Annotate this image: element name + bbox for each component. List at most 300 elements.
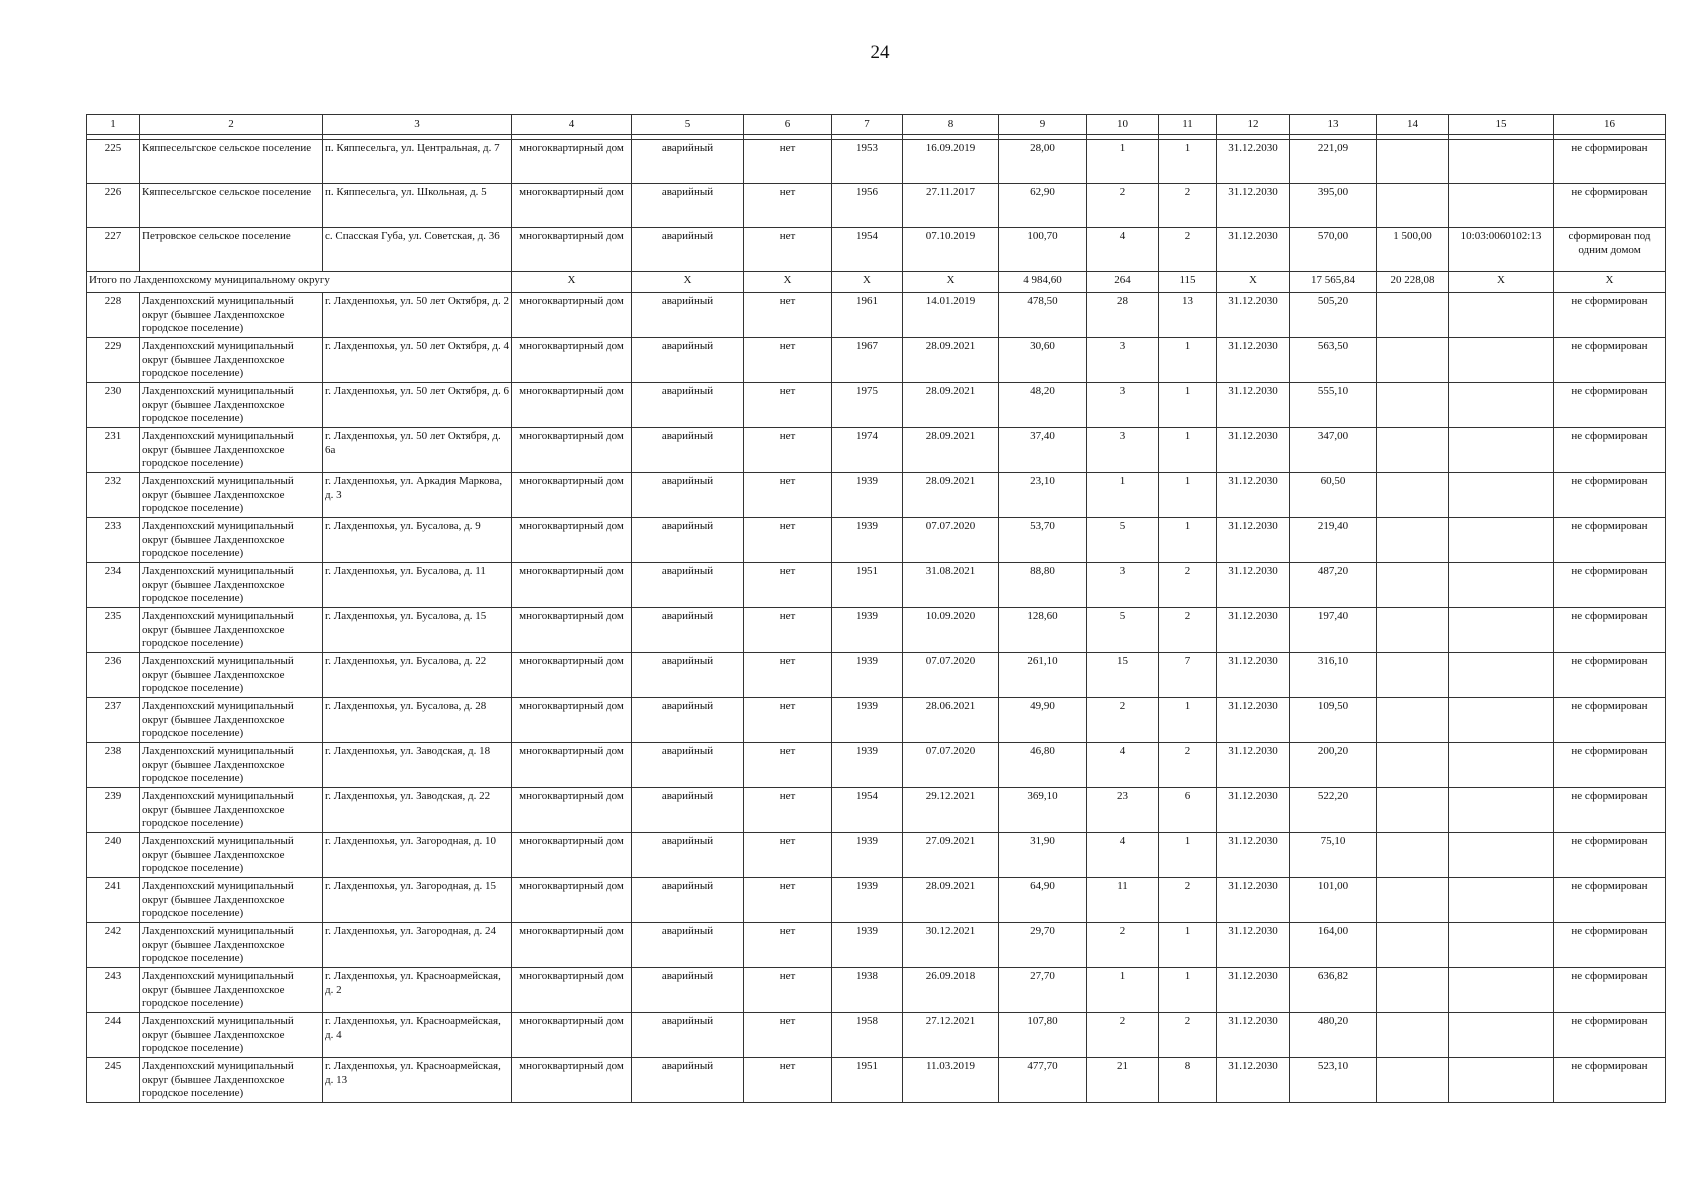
table-cell: многоквартирный дом — [512, 833, 632, 878]
column-number: 10 — [1087, 115, 1159, 135]
table-cell — [1449, 428, 1554, 473]
table-cell: аварийный — [632, 140, 744, 184]
table-cell: г. Лахденпохья, ул. Красноармейская, д. 4 — [323, 1013, 512, 1058]
table-cell: 31.12.2030 — [1217, 1013, 1290, 1058]
table-cell: аварийный — [632, 968, 744, 1013]
table-cell — [1377, 1058, 1449, 1103]
table-cell: аварийный — [632, 338, 744, 383]
table-cell: Лахденпохский муниципальный округ (бывшее Лахденпохское городское поселение) — [140, 1013, 323, 1058]
table-cell: 2 — [1159, 608, 1217, 653]
table-cell: многоквартирный дом — [512, 140, 632, 184]
total-cell: X — [512, 272, 632, 293]
table-cell: г. Лахденпохья, ул. Аркадия Маркова, д. 3 — [323, 473, 512, 518]
table-cell — [1449, 293, 1554, 338]
table-cell: Лахденпохский муниципальный округ (бывшее Лахденпохское городское поселение) — [140, 563, 323, 608]
table-cell: 100,70 — [999, 228, 1087, 272]
table-row — [87, 1013, 1666, 1058]
table-cell: аварийный — [632, 788, 744, 833]
table-row — [87, 608, 1666, 653]
table-row — [87, 788, 1666, 833]
table-cell: 3 — [1087, 428, 1159, 473]
table-cell: 28.09.2021 — [903, 878, 999, 923]
table-cell: аварийный — [632, 698, 744, 743]
table-cell: 487,20 — [1290, 563, 1377, 608]
table-cell: не сформирован — [1554, 293, 1666, 338]
table-row — [87, 140, 1666, 184]
table-cell — [1377, 923, 1449, 968]
table-cell: г. Лахденпохья, ул. 50 лет Октября, д. 6а — [323, 428, 512, 473]
table-cell: 5 — [1087, 518, 1159, 563]
table-cell: 28.09.2021 — [903, 473, 999, 518]
table-cell: 1975 — [832, 383, 903, 428]
table-cell — [1377, 698, 1449, 743]
table-cell: 4 — [1087, 743, 1159, 788]
table-cell: 31.12.2030 — [1217, 923, 1290, 968]
table-cell: сформирован под одним домом — [1554, 228, 1666, 272]
total-cell: 115 — [1159, 272, 1217, 293]
table-cell: 197,40 — [1290, 608, 1377, 653]
column-number: 6 — [744, 115, 832, 135]
table-cell: 480,20 — [1290, 1013, 1377, 1058]
table-cell: 4 — [1087, 228, 1159, 272]
table-row — [87, 743, 1666, 788]
table-cell: 27.11.2017 — [903, 184, 999, 228]
table-cell: 7 — [1159, 653, 1217, 698]
table-cell: 239 — [87, 788, 140, 833]
table-cell: Лахденпохский муниципальный округ (бывшее Лахденпохское городское поселение) — [140, 788, 323, 833]
table-cell: нет — [744, 743, 832, 788]
table-cell: 1 — [1159, 968, 1217, 1013]
table-row — [87, 518, 1666, 563]
table-cell: не сформирован — [1554, 923, 1666, 968]
table-cell — [1377, 878, 1449, 923]
table-cell: 1954 — [832, 228, 903, 272]
table-cell: 28.09.2021 — [903, 428, 999, 473]
table-cell: 1 — [1159, 338, 1217, 383]
table-cell: 11 — [1087, 878, 1159, 923]
table-cell: 29,70 — [999, 923, 1087, 968]
table-cell — [1449, 1058, 1554, 1103]
table-cell: многоквартирный дом — [512, 1013, 632, 1058]
column-number: 14 — [1377, 115, 1449, 135]
table-cell: аварийный — [632, 383, 744, 428]
table-cell: п. Кяппесельга, ул. Центральная, д. 7 — [323, 140, 512, 184]
table-cell: аварийный — [632, 1013, 744, 1058]
table-cell: многоквартирный дом — [512, 473, 632, 518]
table-cell: 1958 — [832, 1013, 903, 1058]
table-cell: нет — [744, 608, 832, 653]
table-cell: 2 — [1087, 698, 1159, 743]
table-cell: Лахденпохский муниципальный округ (бывшее Лахденпохское городское поселение) — [140, 473, 323, 518]
table-cell — [1377, 833, 1449, 878]
column-number: 13 — [1290, 115, 1377, 135]
table-cell: 236 — [87, 653, 140, 698]
column-number: 12 — [1217, 115, 1290, 135]
column-number: 2 — [140, 115, 323, 135]
table-cell: 6 — [1159, 788, 1217, 833]
table-cell — [1377, 788, 1449, 833]
table-cell: 11.03.2019 — [903, 1058, 999, 1103]
table-cell: 238 — [87, 743, 140, 788]
table-cell: 229 — [87, 338, 140, 383]
table-cell: многоквартирный дом — [512, 518, 632, 563]
total-cell: X — [1554, 272, 1666, 293]
table-cell: многоквартирный дом — [512, 293, 632, 338]
total-label: Итого по Лахденпохскому муниципальному округу — [87, 272, 512, 293]
table-row — [87, 698, 1666, 743]
table-cell: 1 — [1087, 473, 1159, 518]
table-cell: 31.12.2030 — [1217, 383, 1290, 428]
table-cell — [1449, 653, 1554, 698]
table-cell: нет — [744, 338, 832, 383]
table-cell: многоквартирный дом — [512, 743, 632, 788]
table-cell: п. Кяппесельга, ул. Школьная, д. 5 — [323, 184, 512, 228]
table-cell: аварийный — [632, 228, 744, 272]
table-cell: 64,90 — [999, 878, 1087, 923]
table-cell: 636,82 — [1290, 968, 1377, 1013]
table-cell: 244 — [87, 1013, 140, 1058]
table-cell: 245 — [87, 1058, 140, 1103]
table-cell: не сформирован — [1554, 140, 1666, 184]
table-cell: Лахденпохский муниципальный округ (бывшее Лахденпохское городское поселение) — [140, 653, 323, 698]
table-cell: аварийный — [632, 878, 744, 923]
table-cell: 23 — [1087, 788, 1159, 833]
column-number-row — [87, 115, 1666, 135]
total-cell: 17 565,84 — [1290, 272, 1377, 293]
table-row — [87, 293, 1666, 338]
column-number: 5 — [632, 115, 744, 135]
table-cell: 31.12.2030 — [1217, 743, 1290, 788]
table-cell: 16.09.2019 — [903, 140, 999, 184]
table-cell: 522,20 — [1290, 788, 1377, 833]
table-cell: 227 — [87, 228, 140, 272]
table-cell: 232 — [87, 473, 140, 518]
table-cell — [1449, 788, 1554, 833]
table-cell: не сформирован — [1554, 518, 1666, 563]
table-cell: 505,20 — [1290, 293, 1377, 338]
table-row — [87, 833, 1666, 878]
table-cell — [1449, 473, 1554, 518]
table-cell: Лахденпохский муниципальный округ (бывшее Лахденпохское городское поселение) — [140, 293, 323, 338]
table-cell: не сформирован — [1554, 788, 1666, 833]
table-cell: аварийный — [632, 293, 744, 338]
table-cell: Лахденпохский муниципальный округ (бывшее Лахденпохское городское поселение) — [140, 1058, 323, 1103]
table-cell — [1377, 518, 1449, 563]
table-cell: нет — [744, 878, 832, 923]
total-cell: X — [1217, 272, 1290, 293]
table-cell: 31.12.2030 — [1217, 473, 1290, 518]
table-cell: нет — [744, 140, 832, 184]
column-number: 11 — [1159, 115, 1217, 135]
table-cell: аварийный — [632, 608, 744, 653]
total-cell: X — [744, 272, 832, 293]
table-cell: 07.07.2020 — [903, 653, 999, 698]
table-cell: не сформирован — [1554, 383, 1666, 428]
table-cell: 31.12.2030 — [1217, 428, 1290, 473]
table-cell: 225 — [87, 140, 140, 184]
table-cell: 1 — [1087, 968, 1159, 1013]
table-cell — [1449, 518, 1554, 563]
table-cell: 31.08.2021 — [903, 563, 999, 608]
table-cell: 200,20 — [1290, 743, 1377, 788]
table-cell: г. Лахденпохья, ул. Красноармейская, д. 2 — [323, 968, 512, 1013]
table-cell: Кяппесельгское сельское поселение — [140, 184, 323, 228]
table-cell: аварийный — [632, 184, 744, 228]
table-cell: нет — [744, 788, 832, 833]
table-cell: 231 — [87, 428, 140, 473]
table-cell: нет — [744, 383, 832, 428]
table-cell — [1449, 140, 1554, 184]
table-cell: не сформирован — [1554, 563, 1666, 608]
table-cell: г. Лахденпохья, ул. Бусалова, д. 11 — [323, 563, 512, 608]
table-body — [87, 115, 1666, 1103]
table-cell: многоквартирный дом — [512, 923, 632, 968]
table-cell: 31.12.2030 — [1217, 608, 1290, 653]
table-cell: г. Лахденпохья, ул. 50 лет Октября, д. 4 — [323, 338, 512, 383]
column-number: 15 — [1449, 115, 1554, 135]
table-cell: г. Лахденпохья, ул. Загородная, д. 24 — [323, 923, 512, 968]
table-cell: нет — [744, 184, 832, 228]
table-cell: 27,70 — [999, 968, 1087, 1013]
table-cell: 1 — [1159, 383, 1217, 428]
table-cell: 243 — [87, 968, 140, 1013]
table-cell: 1967 — [832, 338, 903, 383]
table-cell: 2 — [1159, 1013, 1217, 1058]
table-cell — [1377, 140, 1449, 184]
table-cell: 1939 — [832, 923, 903, 968]
table-cell: аварийный — [632, 563, 744, 608]
table-cell: 228 — [87, 293, 140, 338]
table-cell — [1449, 968, 1554, 1013]
table-cell — [1377, 383, 1449, 428]
column-number: 16 — [1554, 115, 1666, 135]
table-cell: 2 — [1087, 184, 1159, 228]
table-cell: 109,50 — [1290, 698, 1377, 743]
table-cell: нет — [744, 473, 832, 518]
table-cell: 28.09.2021 — [903, 383, 999, 428]
table-cell: нет — [744, 653, 832, 698]
table-cell: 1939 — [832, 653, 903, 698]
table-cell: 31.12.2030 — [1217, 878, 1290, 923]
table-cell — [1377, 473, 1449, 518]
table-cell: не сформирован — [1554, 743, 1666, 788]
table-cell: 2 — [1159, 228, 1217, 272]
table-cell: 1939 — [832, 743, 903, 788]
table-cell: 1939 — [832, 518, 903, 563]
housing-registry-table — [86, 114, 1666, 1103]
table-cell: г. Лахденпохья, ул. 50 лет Октября, д. 6 — [323, 383, 512, 428]
table-cell: 31.12.2030 — [1217, 140, 1290, 184]
table-cell: 1939 — [832, 878, 903, 923]
table-cell — [1377, 293, 1449, 338]
table-row — [87, 563, 1666, 608]
table-cell: 26.09.2018 — [903, 968, 999, 1013]
table-cell: г. Лахденпохья, ул. Бусалова, д. 22 — [323, 653, 512, 698]
table-cell: 1939 — [832, 833, 903, 878]
table-cell: 28,00 — [999, 140, 1087, 184]
table-cell: не сформирован — [1554, 698, 1666, 743]
table-cell: г. Лахденпохья, ул. 50 лет Октября, д. 2 — [323, 293, 512, 338]
table-cell: нет — [744, 923, 832, 968]
table-cell: 1 — [1159, 833, 1217, 878]
table-cell: нет — [744, 1013, 832, 1058]
table-cell: нет — [744, 1058, 832, 1103]
table-row — [87, 184, 1666, 228]
table-cell: 30,60 — [999, 338, 1087, 383]
table-cell: 1 — [1159, 923, 1217, 968]
table-row — [87, 968, 1666, 1013]
table-cell: аварийный — [632, 743, 744, 788]
table-cell — [1449, 923, 1554, 968]
table-cell: г. Лахденпохья, ул. Загородная, д. 15 — [323, 878, 512, 923]
total-cell: X — [903, 272, 999, 293]
table-cell: 233 — [87, 518, 140, 563]
table-cell: 31.12.2030 — [1217, 338, 1290, 383]
table-cell: 10.09.2020 — [903, 608, 999, 653]
table-cell: 107,80 — [999, 1013, 1087, 1058]
table-cell: 31.12.2030 — [1217, 228, 1290, 272]
table-cell — [1449, 338, 1554, 383]
table-cell: многоквартирный дом — [512, 184, 632, 228]
total-cell: X — [632, 272, 744, 293]
table-cell: 230 — [87, 383, 140, 428]
table-cell: 5 — [1087, 608, 1159, 653]
table-cell: 2 — [1159, 878, 1217, 923]
table-cell: аварийный — [632, 653, 744, 698]
table-cell — [1449, 833, 1554, 878]
table-cell: 2 — [1087, 923, 1159, 968]
table-cell — [1377, 743, 1449, 788]
table-cell: Лахденпохский муниципальный округ (бывшее Лахденпохское городское поселение) — [140, 608, 323, 653]
table-cell — [1377, 184, 1449, 228]
total-cell: 4 984,60 — [999, 272, 1087, 293]
table-cell: аварийный — [632, 473, 744, 518]
table-cell: многоквартирный дом — [512, 878, 632, 923]
table-cell: Лахденпохский муниципальный округ (бывшее Лахденпохское городское поселение) — [140, 743, 323, 788]
table-cell — [1449, 563, 1554, 608]
table-cell: 1939 — [832, 608, 903, 653]
table-cell: 1961 — [832, 293, 903, 338]
table-cell: 60,50 — [1290, 473, 1377, 518]
table-cell: 1938 — [832, 968, 903, 1013]
table-cell: не сформирован — [1554, 833, 1666, 878]
table-cell: 28 — [1087, 293, 1159, 338]
table-cell: 31.12.2030 — [1217, 968, 1290, 1013]
table-cell — [1377, 608, 1449, 653]
table-row — [87, 473, 1666, 518]
table-cell: нет — [744, 518, 832, 563]
column-number: 4 — [512, 115, 632, 135]
table-cell: нет — [744, 833, 832, 878]
table-cell: г. Лахденпохья, ул. Загородная, д. 10 — [323, 833, 512, 878]
table-cell: многоквартирный дом — [512, 653, 632, 698]
table-row — [87, 1058, 1666, 1103]
table-cell: Кяппесельгское сельское поселение — [140, 140, 323, 184]
table-cell: 1 — [1159, 428, 1217, 473]
table-row — [87, 923, 1666, 968]
total-cell: 20 228,08 — [1377, 272, 1449, 293]
table-cell: 240 — [87, 833, 140, 878]
table-cell: 241 — [87, 878, 140, 923]
table-cell: 49,90 — [999, 698, 1087, 743]
table-cell — [1377, 1013, 1449, 1058]
table-cell: 3 — [1087, 383, 1159, 428]
table-cell — [1377, 563, 1449, 608]
table-cell — [1377, 653, 1449, 698]
table-cell: 1 500,00 — [1377, 228, 1449, 272]
column-number: 9 — [999, 115, 1087, 135]
table-row — [87, 338, 1666, 383]
table-cell: с. Спасская Губа, ул. Советская, д. 36 — [323, 228, 512, 272]
table-cell: не сформирован — [1554, 608, 1666, 653]
table-cell: 101,00 — [1290, 878, 1377, 923]
table-cell: 1954 — [832, 788, 903, 833]
table-cell: 4 — [1087, 833, 1159, 878]
table-cell: 563,50 — [1290, 338, 1377, 383]
table-cell: 1 — [1159, 140, 1217, 184]
table-cell: Лахденпохский муниципальный округ (бывшее Лахденпохское городское поселение) — [140, 923, 323, 968]
table-cell: многоквартирный дом — [512, 563, 632, 608]
table-cell: Лахденпохский муниципальный округ (бывшее Лахденпохское городское поселение) — [140, 383, 323, 428]
table-cell: 221,09 — [1290, 140, 1377, 184]
table-cell: г. Лахденпохья, ул. Заводская, д. 22 — [323, 788, 512, 833]
table-cell: 219,40 — [1290, 518, 1377, 563]
table-cell: 1951 — [832, 563, 903, 608]
table-cell: 2 — [1087, 1013, 1159, 1058]
table-cell: не сформирован — [1554, 338, 1666, 383]
table-cell: 2 — [1159, 563, 1217, 608]
total-cell: 264 — [1087, 272, 1159, 293]
table-cell: 369,10 — [999, 788, 1087, 833]
table-cell: 164,00 — [1290, 923, 1377, 968]
table-cell: 27.12.2021 — [903, 1013, 999, 1058]
table-cell: 46,80 — [999, 743, 1087, 788]
table-cell — [1449, 1013, 1554, 1058]
table-cell: 07.07.2020 — [903, 743, 999, 788]
table-cell: Лахденпохский муниципальный округ (бывшее Лахденпохское городское поселение) — [140, 518, 323, 563]
table-cell: нет — [744, 563, 832, 608]
table-cell: 21 — [1087, 1058, 1159, 1103]
table-cell: 29.12.2021 — [903, 788, 999, 833]
table-cell: 23,10 — [999, 473, 1087, 518]
table-cell: не сформирован — [1554, 653, 1666, 698]
table-cell: Лахденпохский муниципальный округ (бывшее Лахденпохское городское поселение) — [140, 968, 323, 1013]
table-cell — [1449, 698, 1554, 743]
table-cell: 1951 — [832, 1058, 903, 1103]
table-cell: многоквартирный дом — [512, 698, 632, 743]
table-cell: 28.09.2021 — [903, 338, 999, 383]
table-cell: многоквартирный дом — [512, 228, 632, 272]
table-cell: нет — [744, 698, 832, 743]
table-cell: аварийный — [632, 923, 744, 968]
table-cell: не сформирован — [1554, 428, 1666, 473]
table-cell: 1939 — [832, 473, 903, 518]
table-cell: 15 — [1087, 653, 1159, 698]
column-number: 1 — [87, 115, 140, 135]
table-cell: 347,00 — [1290, 428, 1377, 473]
table-cell: аварийный — [632, 1058, 744, 1103]
table-cell — [1377, 968, 1449, 1013]
table-cell: многоквартирный дом — [512, 968, 632, 1013]
table-cell: аварийный — [632, 518, 744, 563]
table-cell: 3 — [1087, 338, 1159, 383]
table-row — [87, 653, 1666, 698]
table-cell: 477,70 — [999, 1058, 1087, 1103]
table-cell: многоквартирный дом — [512, 1058, 632, 1103]
table-cell: не сформирован — [1554, 1058, 1666, 1103]
table-cell: 31.12.2030 — [1217, 184, 1290, 228]
table-cell: 75,10 — [1290, 833, 1377, 878]
